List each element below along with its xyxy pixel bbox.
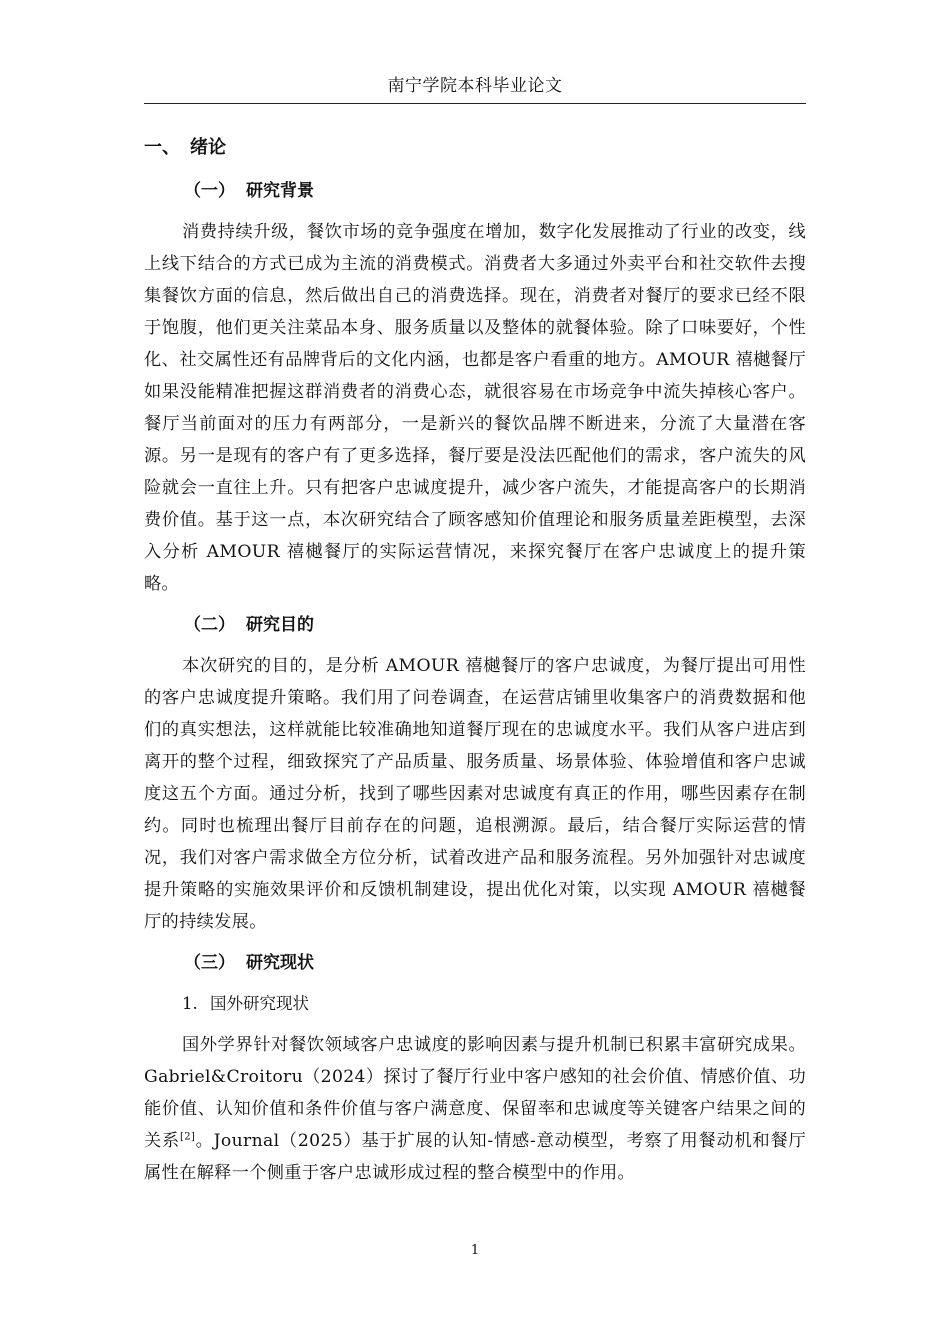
section-heading-purpose bbox=[144, 609, 806, 641]
page-number: 1 bbox=[470, 1243, 480, 1258]
section-number: （三） bbox=[184, 953, 235, 973]
running-header: 南宁学院本科毕业论文 bbox=[387, 76, 563, 96]
subsection-heading-foreign bbox=[144, 988, 806, 1020]
paragraph-text: 。Journal（2025）基于扩展的认知-情感-意动模型，考察了用餐动机和餐厅属性在解释一个侧重于客户忠诚形成过程的整合模型中的作用。 bbox=[144, 1131, 806, 1183]
citation-reference[interactable]: [2] bbox=[179, 1131, 196, 1143]
chapter-heading bbox=[144, 130, 806, 166]
paragraph-foreign-status bbox=[144, 1029, 806, 1189]
paragraph-background: 消费持续升级，餐饮市场的竞争强度在增加，数字化发展推动了行业的改变，线上线下结合的方式已成为主流的消费模式。消费者大多通过外卖平台和社交软件去搜集餐饮方面的信息，然后做出自己的消费选择。现在，消费者对餐厅的要求已经不限于饱腹，他们更关注菜品本身、服务质量以及整体的就餐体验。除了口味要好，个性化、社交属性还有品牌背后的文化内涵，也都是客户看重的地方。AMOUR 禧樾餐厅如果没能精准把握这群消费者的消费心态，就很容易在市场竞争中流失掉核心客户。餐厅当前面对的压力有两部分，一是新兴的餐饮品牌不断进来，分流了大量潜在客源。另一是现有的客户有了更多选择，餐厅要是没法匹配他们的需求，客户流失的风险就会一直往上升。只有把客户忠诚度提升，减少客户流失，才能提高客户的长期消费价值。基于这一点，本次研究结合了顾客感知价值理论和服务质量差距模型，去深入分析 AMOUR 禧樾餐厅的实际运营情况，来探究餐厅在客户忠诚度上的提升策略。 bbox=[144, 222, 806, 594]
subsection-title: 国外研究现状 bbox=[210, 994, 309, 1013]
section-heading-background bbox=[144, 175, 806, 207]
section-title: 研究目的 bbox=[246, 615, 314, 635]
paragraph-purpose: 本次研究的目的，是分析 AMOUR 禧樾餐厅的客户忠诚度，为餐厅提出可用性的客户忠诚度提升策略。我们用了问卷调查，在运营店铺里收集客户的消费数据和他们的真实想法，这样就能比较准确地知道餐厅现在的忠诚度水平。我们从客户进店到离开的整个过程，细致探究了产品质量、服务质量、场景体验、体验增值和客户忠诚度这五个方面。通过分析，找到了哪些因素对忠诚度有真正的作用，哪些因素存在制约。同时也梳理出餐厅目前存在的问题，追根溯源。最后，结合餐厅实际运营的情况，我们对客户需求做全方位分析，试着改进产品和服务流程。另外加强针对忠诚度提升策略的实施效果评价和反馈机制建设，提出优化对策，以实现 AMOUR 禧樾餐厅的持续发展。 bbox=[144, 656, 806, 932]
section-heading-status bbox=[144, 947, 806, 979]
header-rule bbox=[144, 103, 806, 104]
paragraph-text: 国外学界针对餐饮领域客户忠诚度的影响因素与提升机制已积累丰富研究成果。Gabriel&Croitoru（2024）探讨了餐厅行业中客户感知的社会价值、情感价值、功能价值、认知价值和条件价值与客户满意度、保留率和忠诚度等关键客户结果之间的关系 bbox=[144, 1035, 806, 1151]
section-number: （一） bbox=[184, 181, 235, 201]
chapter-title: 绪论 bbox=[190, 137, 226, 158]
page-content bbox=[144, 130, 806, 1189]
chapter-number: 一、 bbox=[144, 137, 180, 158]
section-title: 研究背景 bbox=[246, 181, 314, 201]
section-number: （二） bbox=[184, 615, 235, 635]
section-title: 研究现状 bbox=[246, 953, 314, 973]
subsection-number: 1. bbox=[182, 994, 198, 1013]
